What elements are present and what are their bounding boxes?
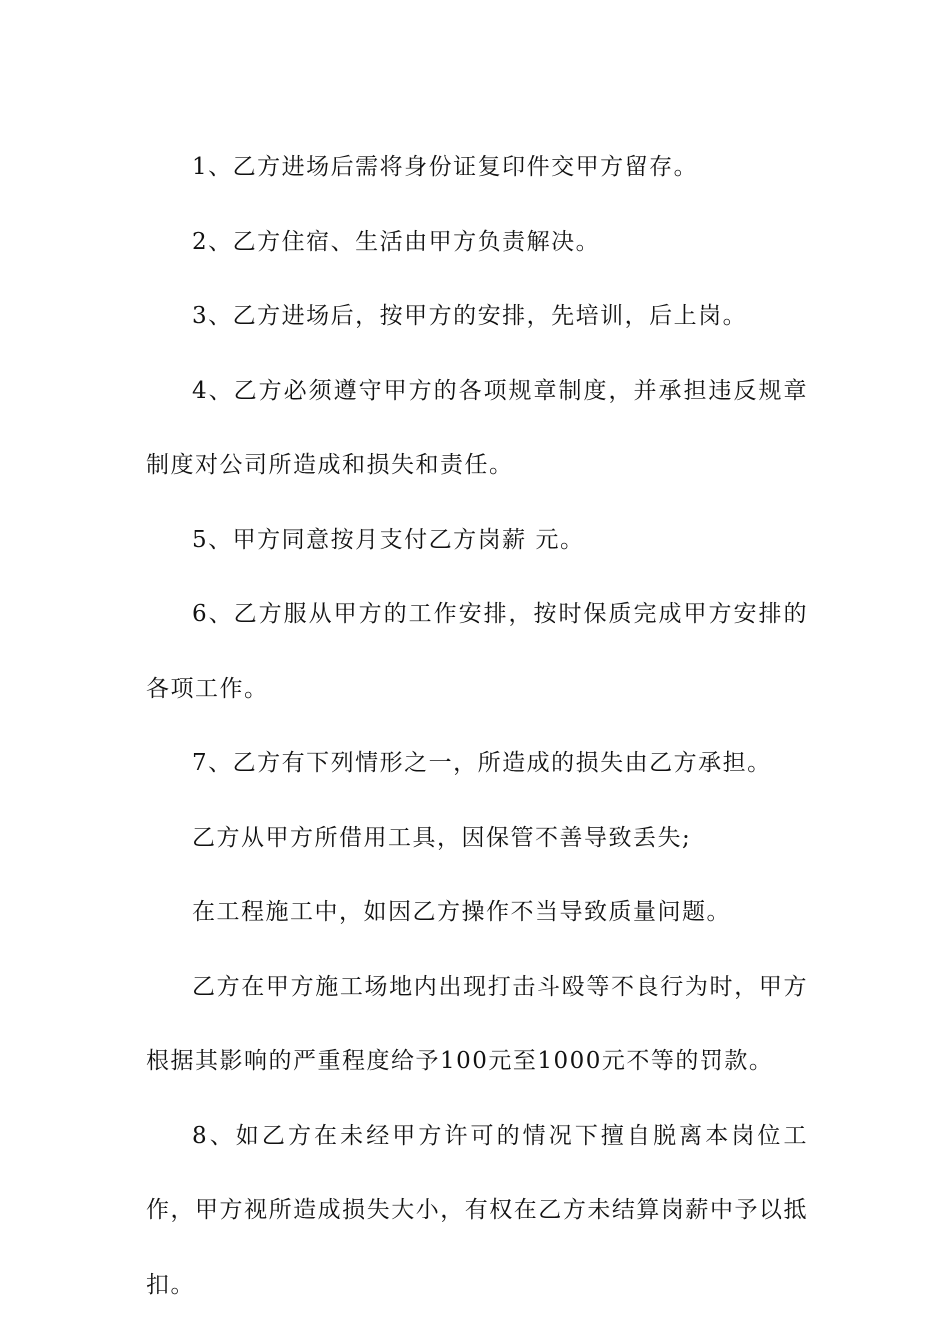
- clause-4-paragraph: 4、乙方必须遵守甲方的各项规章制度，并承担违反规章制度对公司所造成和损失和责任。: [146, 377, 808, 478]
- clause-6-paragraph: 6、乙方服从甲方的工作安排，按时保质完成甲方安排的各项工作。: [146, 601, 808, 702]
- clause-7-item-conduct: 乙方在甲方施工场地内出现打击斗殴等不良行为时，甲方根据其影响的严重程度给予100元至1000元不等的罚款。: [146, 973, 808, 1074]
- document-body: [146, 130, 808, 1322]
- clause-7-paragraph: 7、乙方有下列情形之一，所造成的损失由乙方承担。: [192, 750, 772, 776]
- clause-7-item-tools: 乙方从甲方所借用工具，因保管不善导致丢失;: [192, 824, 692, 851]
- clause-1-paragraph: 1、乙方进场后需将身份证复印件交甲方留存。: [192, 154, 699, 180]
- clause-7-item-quality: 在工程施工中，如因乙方操作不当导致质量问题。: [192, 899, 731, 925]
- clause-2-paragraph: 2、乙方住宿、生活由甲方负责解决。: [192, 228, 601, 255]
- clause-5-paragraph: 5、甲方同意按月支付乙方岗薪 元。: [192, 526, 585, 553]
- clause-8-paragraph: 8、如乙方在未经甲方许可的情况下擅自脱离本岗位工作，甲方视所造成损失大小，有权在乙方未结算岗薪中予以抵扣。: [146, 1122, 808, 1298]
- clause-3-paragraph: 3、乙方进场后，按甲方的安排，先培训，后上岗。: [192, 303, 748, 329]
